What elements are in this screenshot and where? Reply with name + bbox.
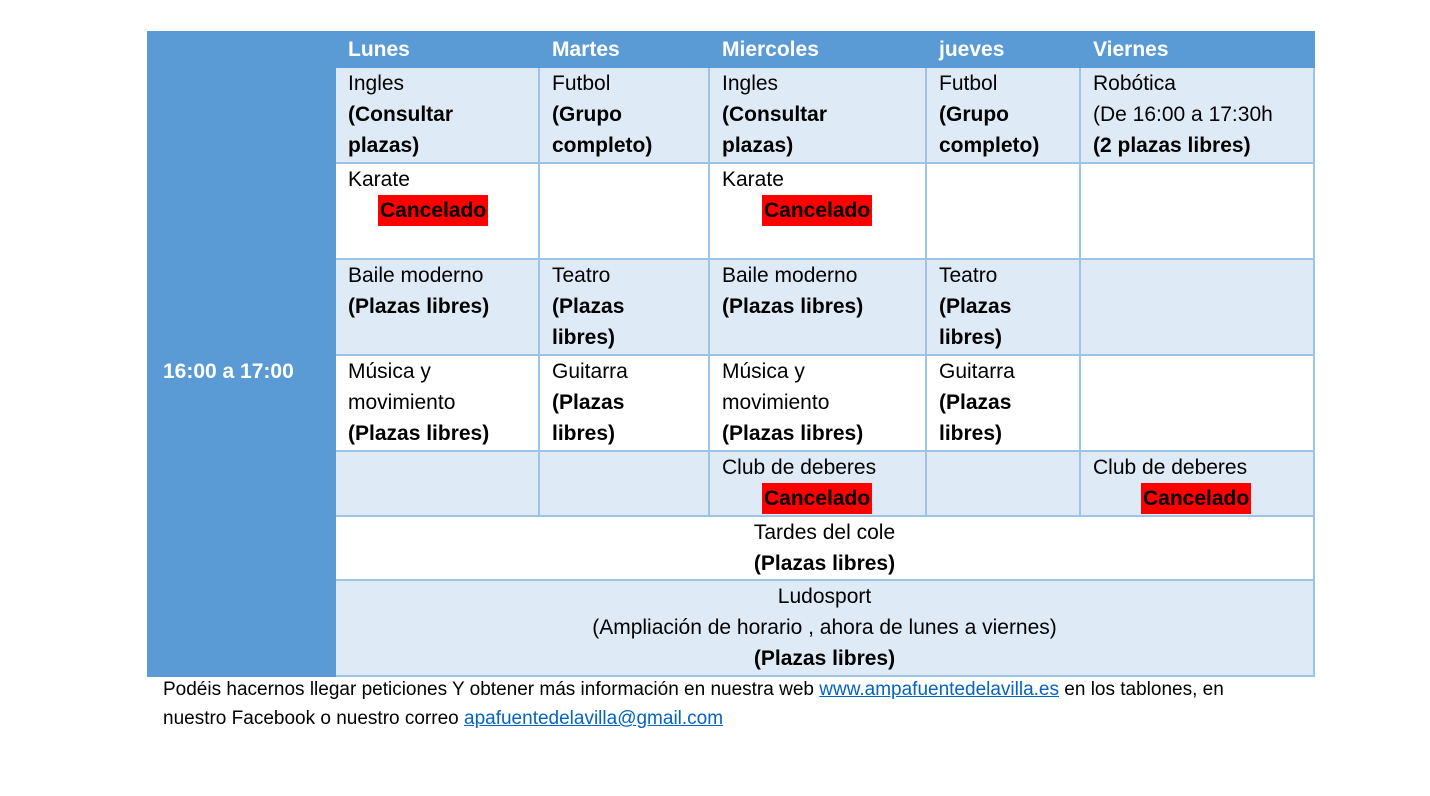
activity-name: Ingles (722, 72, 779, 95)
header-viernes: Viernes (1080, 32, 1314, 67)
activity-status: (Plazas libres) (753, 647, 896, 670)
activity-status: (Plazas libres) (552, 391, 625, 445)
activity-name: Música y movimiento (348, 360, 456, 414)
activity-cell (1080, 451, 1314, 516)
activity-name: Ingles (348, 72, 405, 95)
header-jueves: jueves (926, 32, 1080, 67)
empty-cell (926, 163, 1080, 259)
activity-status: (Plazas libres) (939, 391, 1012, 445)
activity-status: (Plazas libres) (552, 295, 625, 349)
activity-cell (539, 355, 709, 451)
activity-cell (335, 67, 539, 163)
header-row (148, 32, 1314, 67)
website-link[interactable]: www.ampafuentedelavilla.es (819, 679, 1059, 700)
activity-name: Karate (348, 168, 410, 191)
activity-cell-wide (335, 580, 1314, 676)
activity-status: (Plazas libres) (348, 422, 490, 445)
activity-cell-wide (335, 516, 1314, 580)
activity-status: (Plazas libres) (348, 295, 490, 318)
activity-cell (335, 163, 539, 259)
cancelled-badge: Cancelado (762, 195, 872, 226)
activity-name: Guitarra (939, 360, 1015, 383)
activity-cell (335, 355, 539, 451)
activity-cell (1080, 67, 1314, 163)
empty-cell (539, 163, 709, 259)
activity-cell (335, 259, 539, 355)
activity-name: Baile moderno (348, 264, 484, 287)
activity-detail: (De 16:00 a 17:30h (1093, 103, 1273, 126)
activity-status: (Plazas libres) (722, 422, 864, 445)
header-miercoles: Miercoles (709, 32, 926, 67)
activity-status: (Grupo completo) (552, 103, 653, 157)
empty-cell (926, 451, 1080, 516)
activity-name: Teatro (552, 264, 611, 287)
footer-note (163, 675, 1283, 733)
activity-cell (709, 259, 926, 355)
empty-cell (1080, 163, 1314, 259)
table-row (148, 67, 1314, 163)
activity-name: Karate (722, 168, 784, 191)
activity-cell (709, 355, 926, 451)
activity-name: Futbol (552, 72, 611, 95)
activity-status: (Plazas libres) (939, 295, 1012, 349)
activity-name: Club de deberes (722, 456, 877, 479)
cancelled-badge: Cancelado (378, 195, 488, 226)
activity-name: Club de deberes (1093, 456, 1248, 479)
activity-cell (709, 67, 926, 163)
empty-cell (1080, 259, 1314, 355)
activity-name: Guitarra (552, 360, 628, 383)
cancelled-badge: Cancelado (762, 483, 872, 514)
activity-name: Ludosport (777, 585, 872, 608)
empty-cell (539, 451, 709, 516)
activity-name: Futbol (939, 72, 998, 95)
activity-cell (539, 67, 709, 163)
activity-name: Teatro (939, 264, 998, 287)
activity-cell (926, 67, 1080, 163)
activity-name: Robótica (1093, 72, 1176, 95)
schedule-table (147, 31, 1315, 677)
cancelled-badge: Cancelado (1141, 483, 1251, 514)
activity-status: (Grupo completo) (939, 103, 1040, 157)
activity-status: (Plazas libres) (753, 552, 896, 575)
activity-name: Música y movimiento (722, 360, 830, 414)
empty-cell (335, 451, 539, 516)
activity-name: Tardes del cole (753, 521, 896, 544)
header-lunes: Lunes (335, 32, 539, 67)
activity-detail: (Ampliación de horario , ahora de lunes a viernes) (592, 616, 1057, 639)
activity-name: Baile moderno (722, 264, 858, 287)
time-slot: 16:00 a 17:00 (148, 67, 335, 676)
email-link[interactable]: apafuentedelavilla@gmail.com (464, 708, 724, 729)
footer-text-2: en los tablones, en nuestro Facebook o nuestro correo (163, 679, 1224, 729)
activity-status: (Consultar plazas) (348, 103, 453, 157)
activity-status: (Consultar plazas) (722, 103, 827, 157)
activity-status: (2 plazas libres) (1093, 134, 1251, 157)
activity-cell (539, 259, 709, 355)
activity-cell (709, 163, 926, 259)
activity-cell (926, 355, 1080, 451)
activity-cell (926, 259, 1080, 355)
activity-status: (Plazas libres) (722, 295, 864, 318)
header-martes: Martes (539, 32, 709, 67)
empty-cell (1080, 355, 1314, 451)
activity-cell (709, 451, 926, 516)
footer-text-1: Podéis hacernos llegar peticiones Y obtener más información en nuestra web (163, 679, 820, 700)
header-corner (148, 32, 335, 67)
